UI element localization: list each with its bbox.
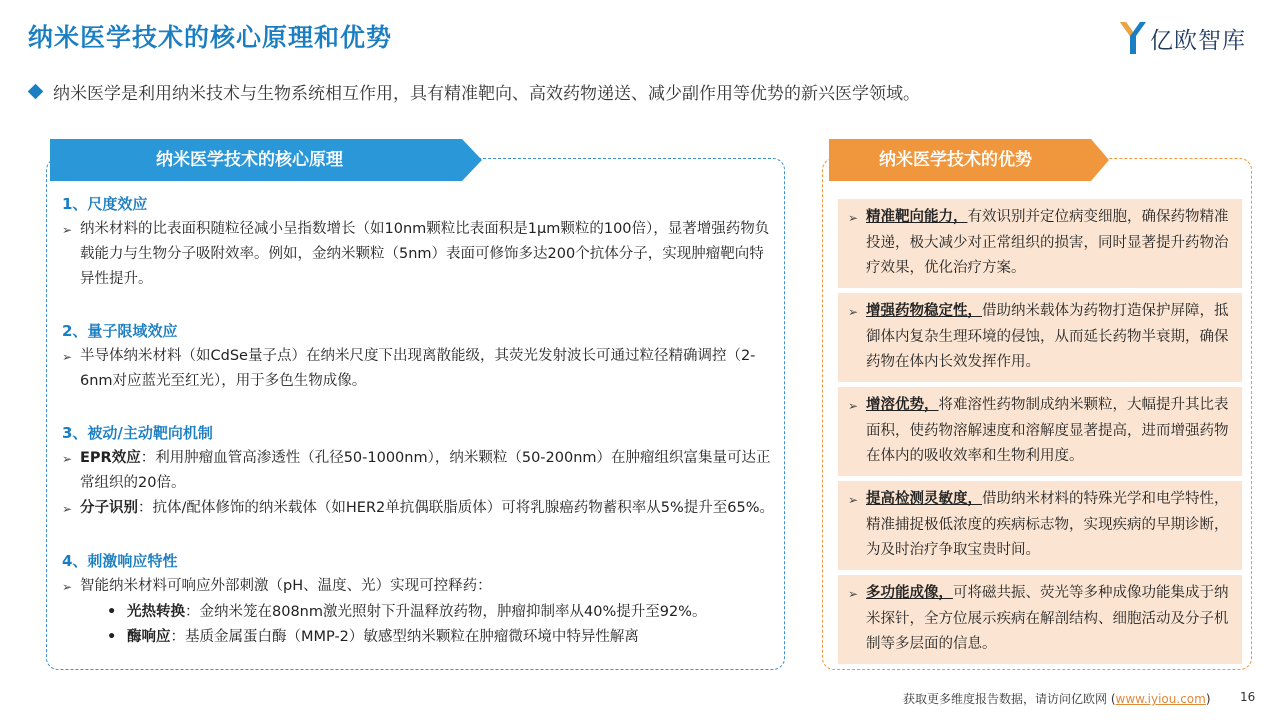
list-item (62, 574, 774, 600)
list-item-text: ：抗体/配体修饰的纳米载体（如HER2单抗偶联脂质体）可将乳腺癌药物蓄积率从5%提升至65%。 (138, 500, 774, 516)
sub-list-item (107, 625, 774, 650)
section-heading: 4、刺激响应特性 (62, 552, 178, 570)
advantage-card (838, 293, 1242, 382)
advantage-text: 将难溶性药物制成纳米颗粒，大幅提升其比表面积，使药物溶解速度和溶解度显著提高，进而增强药物在体内的吸收效率和生物利用度。 (866, 397, 1229, 464)
advantages-banner-label: 纳米医学技术的优势 (879, 150, 1032, 170)
advantage-card (838, 575, 1242, 664)
advantages-banner (829, 139, 1109, 181)
advantage-title: 增强药物稳定性， (866, 303, 982, 319)
arrow-bullet-icon: ➢ (848, 399, 859, 413)
arrow-bullet-icon: ➢ (848, 587, 859, 601)
sub-item-text: ：基质金属蛋白酶（MMP-2）敏感型纳米颗粒在肿瘤微环境中特异性解离 (170, 629, 639, 645)
list-item (62, 446, 774, 496)
advantage-text: 可将磁共振、荧光等多种成像功能集成于纳米探针，全方位展示疾病在解剖结构、细胞活动及分子机制等多层面的信息。 (866, 585, 1229, 652)
section-heading: 2、量子限域效应 (62, 322, 178, 340)
page-number: 16 (1240, 690, 1256, 704)
arrow-bullet-icon: ➢ (62, 223, 73, 237)
subtitle-text: 纳米医学是利用纳米技术与生物系统相互作用，具有精准靶向、高效药物递送、减少副作用等优势的新兴医学领域。 (53, 84, 920, 104)
advantage-title: 多功能成像， (866, 585, 953, 601)
list-item (62, 344, 774, 394)
arrow-bullet-icon: ➢ (62, 580, 73, 594)
list-item-text: 智能纳米材料可响应外部刺激（pH、温度、光）实现可控释药： (80, 578, 492, 594)
page-title: 纳米医学技术的核心原理和优势 (28, 23, 393, 52)
logo-text: 亿欧智库 (1150, 27, 1246, 54)
advantage-text: 借助纳米材料的特殊光学和电学特性，精准捕捉极低浓度的疾病标志物，实现疾病的早期诊断，为及时治疗争取宝贵时间。 (866, 491, 1229, 558)
sub-item-text: ：金纳米笼在808nm激光照射下升温释放药物，肿瘤抑制率从40%提升至92%。 (185, 604, 707, 620)
list-item-text: ：利用肿瘤血管高渗透性（孔径50-1000nm），纳米颗粒（50-200nm）在肿瘤组织富集量可达正常组织的20倍。 (80, 450, 771, 491)
advantage-title: 增溶优势， (866, 397, 939, 413)
advantage-card (838, 199, 1242, 288)
list-item (62, 217, 774, 292)
arrow-bullet-icon: ➢ (62, 452, 73, 466)
advantage-title: 提高检测灵敏度， (866, 491, 982, 507)
footer-source (903, 690, 1211, 707)
dot-bullet-icon: • (107, 629, 117, 645)
sub-item-lead: 酶响应 (127, 629, 171, 645)
logo-mark-icon (1118, 20, 1148, 56)
arrow-bullet-icon: ➢ (848, 305, 859, 319)
footer-link[interactable]: www.iyiou.com (1115, 692, 1206, 706)
section-heading: 3、被动/主动靶向机制 (62, 424, 213, 442)
list-item-lead: 分子识别 (80, 500, 138, 516)
sub-list-item (107, 600, 774, 625)
principles-content (62, 190, 774, 650)
footer-prefix: 获取更多维度报告数据，请访问亿欧网 ( (903, 692, 1116, 706)
principles-banner-label: 纳米医学技术的核心原理 (156, 150, 343, 170)
principles-banner (50, 139, 482, 181)
subtitle (30, 79, 920, 104)
section-heading: 1、尺度效应 (62, 195, 148, 213)
arrow-bullet-icon: ➢ (848, 493, 859, 507)
arrow-bullet-icon: ➢ (62, 350, 73, 364)
list-item (62, 496, 774, 522)
arrow-bullet-icon: ➢ (62, 502, 73, 516)
footer-suffix: ) (1205, 692, 1211, 706)
diamond-bullet-icon (28, 84, 44, 100)
list-item-text: 半导体纳米材料（如CdSe量子点）在纳米尺度下出现离散能级，其荧光发射波长可通过粒径精确调控（2-6nm对应蓝光至红光），用于多色生物成像。 (80, 348, 756, 389)
arrow-bullet-icon: ➢ (848, 211, 859, 225)
advantage-text: 有效识别并定位病变细胞，确保药物精准投递，极大减少对正常组织的损害，同时显著提升药物治疗效果，优化治疗方案。 (866, 209, 1229, 276)
list-item-lead: EPR效应 (80, 450, 141, 466)
advantage-title: 精准靶向能力， (866, 209, 968, 225)
advantage-card (838, 387, 1242, 476)
dot-bullet-icon: • (107, 604, 117, 620)
list-item-text: 纳米材料的比表面积随粒径减小呈指数增长（如10nm颗粒比表面积是1μm颗粒的100倍），显著增强药物负载能力与生物分子吸附效率。例如，金纳米颗粒（5nm）表面可修饰多达200个抗体分子，实现肿瘤靶向特异性提升。 (80, 221, 770, 287)
brand-logo (1118, 18, 1258, 58)
sub-item-lead: 光热转换 (127, 604, 185, 620)
advantage-text: 借助纳米载体为药物打造保护屏障，抵御体内复杂生理环境的侵蚀，从而延长药物半衰期，确保药物在体内长效发挥作用。 (866, 303, 1229, 370)
advantage-card (838, 481, 1242, 570)
